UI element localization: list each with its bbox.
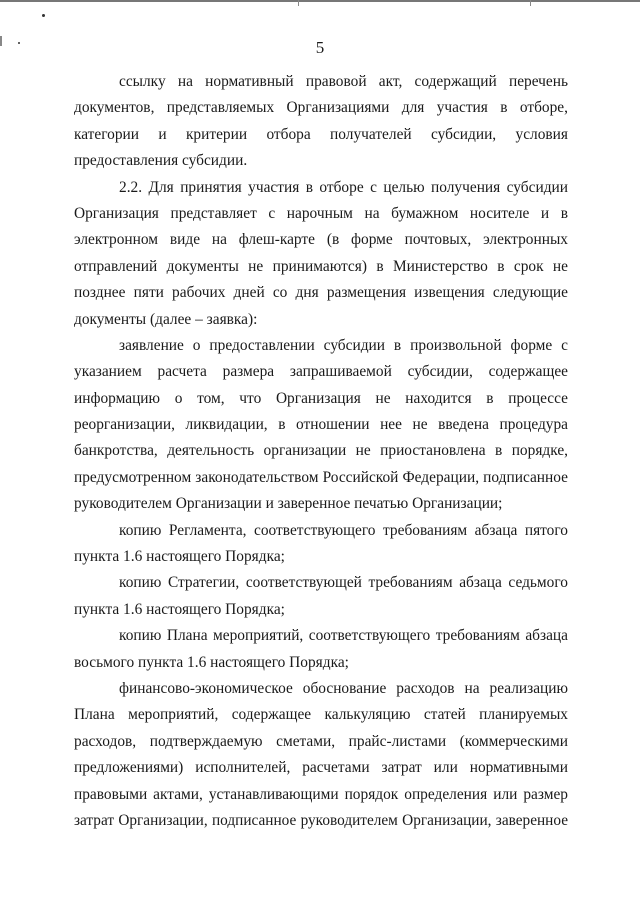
scan-tick-mark [530, 0, 531, 6]
text-line: категории и критерии отбора получателей субсидии, условия [74, 125, 568, 143]
text-line: копию Стратегии, соответствующей требованиям абзаца седьмого [119, 574, 568, 592]
text-line: копию Плана мероприятий, соответствующего требованиям абзаца [119, 627, 568, 645]
text-line: банкротства, деятельность организации не приостановлена в порядке, [74, 442, 568, 460]
text-line: документов, представляемых Организациями для участия в отборе, [74, 99, 568, 117]
text-line: указанием расчета размера запрашиваемой субсидии, содержащее [74, 363, 568, 381]
text-line: документы (далее – заявка): [74, 310, 258, 328]
scan-speck [42, 14, 45, 17]
document-body [74, 69, 568, 834]
text-line: расходов, подтверждаемую сметами, прайс-листами (коммерческими [74, 732, 568, 750]
text-line: позднее пяти рабочих дней со дня размещения извещения следующие [74, 284, 568, 302]
scan-tick-mark [298, 0, 299, 6]
text-line: правовыми актами, устанавливающими порядок определения или размер [74, 785, 568, 803]
text-line: восьмого пункта 1.6 настоящего Порядка; [74, 653, 349, 671]
text-line: 2.2. Для принятия участия в отборе с целью получения субсидии [119, 178, 568, 196]
text-line: предусмотренном законодательством Российской Федерации, подписанное [74, 468, 568, 486]
text-line: затрат Организации, подписанное руководителем Организации, заверенное [74, 811, 568, 829]
text-line: Плана мероприятий, содержащее калькуляцию статей планируемых [74, 706, 568, 724]
text-line: руководителем Организации и заверенное печатью Организации; [74, 495, 503, 513]
text-line: Организация представляет с нарочным на бумажном носителе и в [74, 204, 568, 222]
text-line: финансово-экономическое обоснование расходов на реализацию [119, 679, 568, 697]
text-line: заявление о предоставлении субсидии в произвольной форме с [119, 336, 568, 354]
text-line: предоставления субсидии. [74, 152, 248, 170]
text-line: копию Регламента, соответствующего требованиям абзаца пятого [119, 521, 568, 539]
text-line: информацию о том, что Организация не находится в процессе [74, 389, 568, 407]
text-line: предложениями) исполнителей, расчетами затрат или нормативными [74, 759, 568, 777]
text-line: реорганизации, ликвидации, в отношении нее не введена процедура [74, 416, 568, 434]
text-line: электронном виде на флеш-карте (в форме почтовых, электронных [74, 231, 568, 249]
text-line: ссылку на нормативный правовой акт, содержащий перечень [119, 73, 568, 90]
page-number: 5 [315, 38, 325, 57]
text-line: пункта 1.6 настоящего Порядка; [74, 548, 285, 566]
scan-top-edge [0, 0, 640, 2]
text-line: отправлений документы не принимаются) в Министерство в срок не [74, 257, 568, 275]
text-line: пункта 1.6 настоящего Порядка; [74, 600, 285, 618]
